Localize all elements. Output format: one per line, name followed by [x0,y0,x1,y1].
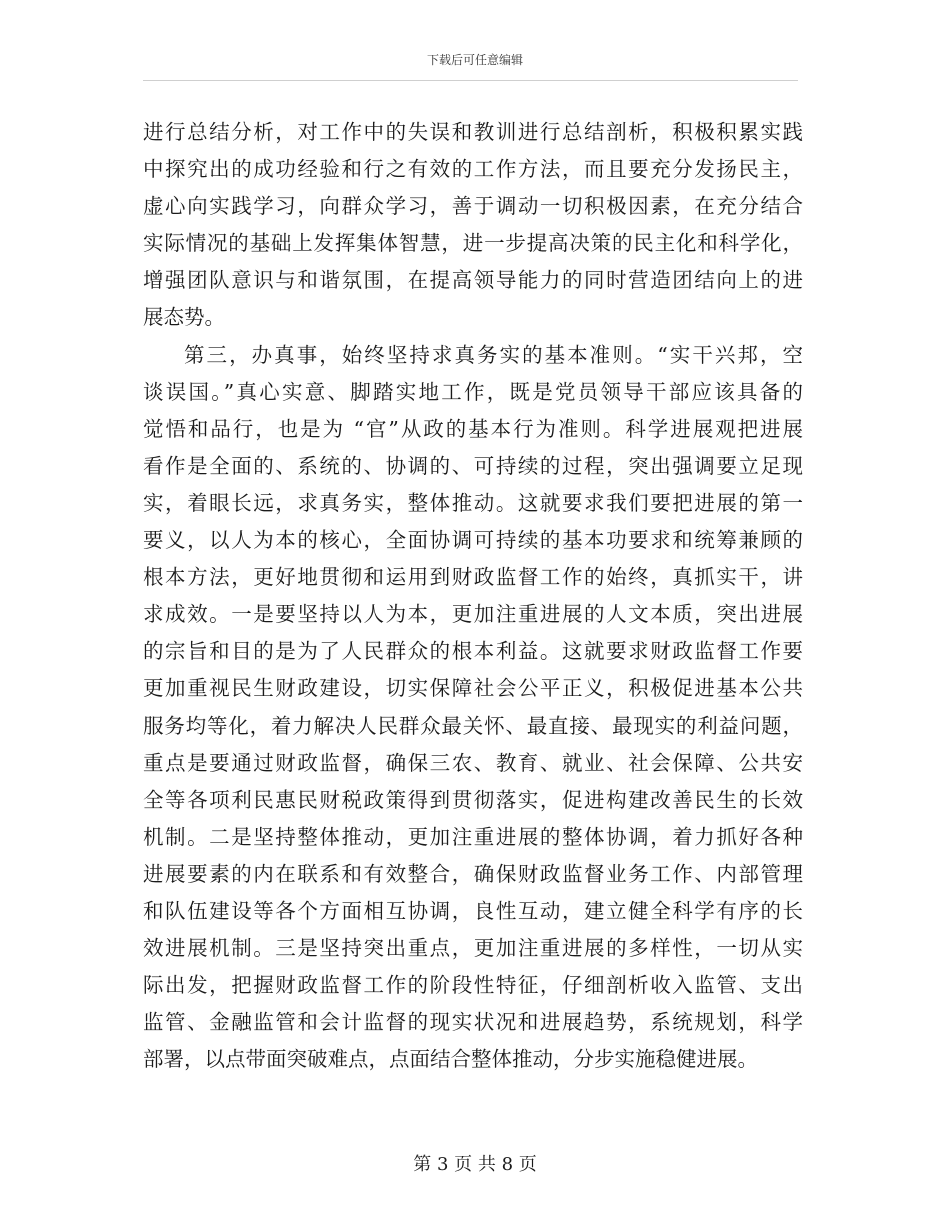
page-header: 下载后可任意编辑 [426,53,523,67]
document-body [143,114,803,1078]
text-line: 和队伍建设等各个方面相互协调，良性互动，建立健全科学有序的长 [143,898,803,923]
text-line: 机制。二是坚持整体推动，更加注重进展的整体协调，着力抓好各种 [143,824,803,849]
text-line: 实际情况的基础上发挥集体智慧，进一步提高决策的民主化和科学化， [143,231,803,256]
text-line: 中探究出的成功经验和行之有效的工作方法，而且要充分发扬民主， [143,157,803,182]
text-line: 增强团队意识与和谐氛围，在提高领导能力的同时营造团结向上的进 [143,268,803,293]
text-line: 更加重视民生财政建设，切实保障社会公平正义，积极促进基本公共 [143,676,803,701]
text-line: 进展要素的内在联系和有效整合，确保财政监督业务工作、内部管理 [143,861,803,886]
header-divider [143,80,798,81]
text-line: 效进展机制。三是坚持突出重点，更加注重进展的多样性，一切从实 [143,936,803,961]
text-line: 虚心向实践学习，向群众学习，善于调动一切积极因素，在充分结合 [143,194,803,219]
text-line: 根本方法，更好地贯彻和运用到财政监督工作的始终，真抓实干，讲 [143,565,803,590]
text-line: 看作是全面的、系统的、协调的、可持续的过程，突出强调要立足现 [143,453,803,478]
text-line: 服务均等化，着力解决人民群众最关怀、最直接、最现实的利益问题， [143,713,803,738]
text-line: 重点是要通过财政监督，确保三农、教育、就业、社会保障、公共安 [143,750,803,775]
text-line: 谈误国。”真心实意、脚踏实地工作，既是党员领导干部应该具备的 [143,379,803,404]
paragraph-first-line: 第三，办真事，始终坚持求真务实的基本准则。“实干兴邦，空 [184,342,803,367]
text-line: 实，着眼长远，求真务实，整体推动。这就要求我们要把进展的第一 [143,490,803,515]
text-line: 部署，以点带面突破难点，点面结合整体推动，分步实施稳健进展。 [143,1047,758,1072]
text-line: 际出发，把握财政监督工作的阶段性特征，仔细剖析收入监管、支出 [143,973,803,998]
text-line: 的宗旨和目的是为了人民群众的根本利益。这就要求财政监督工作要 [143,639,803,664]
text-line: 监管、金融监管和会计监督的现实状况和进展趋势，系统规划，科学 [143,1010,803,1035]
text-line: 觉悟和品行，也是为 “官”从政的基本行为准则。科学进展观把进展 [143,416,803,441]
text-line: 进行总结分析，对工作中的失误和教训进行总结剖析，积极积累实践 [143,120,803,144]
page-number-footer: 第 3 页 共 8 页 [413,1154,537,1175]
text-line: 全等各项利民惠民财税政策得到贯彻落实，促进构建改善民生的长效 [143,787,803,812]
text-line: 展态势。 [143,305,225,330]
text-line: 要义，以人为本的核心，全面协调可持续的基本功要求和统筹兼顾的 [143,528,803,553]
text-line: 求成效。一是要坚持以人为本，更加注重进展的人文本质，突出进展 [143,602,803,627]
